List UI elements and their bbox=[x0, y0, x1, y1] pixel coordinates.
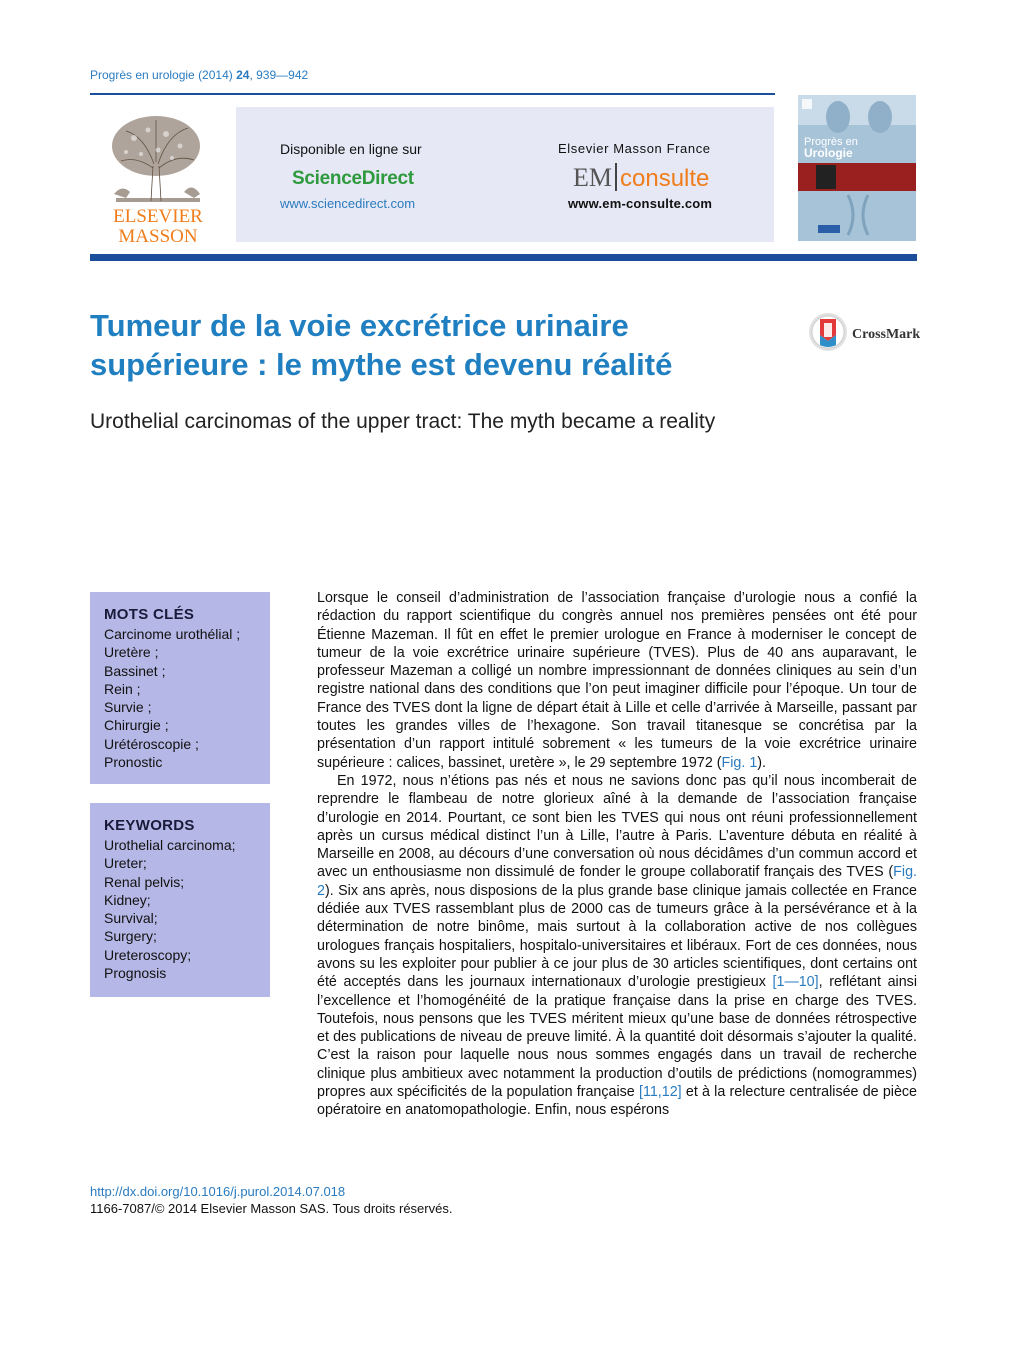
keyword-item: Carcinome urothélial ; bbox=[104, 626, 241, 642]
copyright-notice: 1166-7087/© 2014 Elsevier Masson SAS. Tous droits réservés. bbox=[90, 1201, 453, 1216]
reference-11-12-link[interactable]: [11,12] bbox=[638, 1084, 682, 1101]
sciencedirect-link[interactable]: www.sciencedirect.com bbox=[280, 196, 416, 211]
body-text-run: ). bbox=[757, 754, 767, 771]
emconsulte-separator bbox=[615, 163, 617, 191]
body-paragraph-1 bbox=[317, 589, 917, 772]
available-online-label: Disponible en ligne sur bbox=[280, 141, 422, 157]
article-body bbox=[317, 589, 917, 1120]
keyword-item: Ureter; bbox=[104, 855, 147, 872]
keyword-item: Urétéroscopie ; bbox=[104, 735, 199, 752]
keywords-en-heading: KEYWORDS bbox=[104, 817, 195, 834]
keywords-fr-heading: MOTS CLÉS bbox=[104, 606, 195, 623]
crossmark-icon bbox=[808, 311, 920, 353]
body-text-run: En 1972, nous n’étions pas nés et nous ne savions donc pas qu’il nous incomberait de reprendre le flambeau de notre glorieux aîné à la demande de l’association française d’urologie en 2014. Pourtant, ce sont bien les TVES qui nous ont réuni professionnellement après un cursus médical distinct l’un à Lille, l’autre à Paris. L’aventure débuta en réalité à Marseille en 2008, au décours d’une conversation où nous décidâmes d’un commun accord et avec un enthousiasme non dissimulé de fonder le groupe collaboratif français des TVES ( bbox=[317, 772, 917, 881]
article-subtitle: Urothelial carcinomas of the upper tract: The myth became a reality bbox=[90, 410, 716, 433]
body-text-run: Lorsque le conseil d’administration de l’association française d’urologie nous a confié la rédaction du rapport scientifique du congrès annuel nos premières pensées ont été pour Étienne Mazeman. Il fût en effet le premier urologue en France à moderniser le concept de tumeur de la voie excrétrice urinaire supérieure (TVES). Plus de 40 ans auparavant, le professeur Mazeman a colligé un nombre impressionnant de données cliniques au sein d’un registre national dans des conditions que l’on peut imaginer difficile pour l’époque. Un tour de France des TVES dont la ligne de départ était à Lille et celle d’arrivée à Marseille, passant par toutes les grandes villes de l’hexagone. Son travail titanesque se concrétisa par la présentation d’un rapport intitulé sobrement « les tumeurs de la voie excrétrice urinaire supérieure : calices, bassinet, uretère », le 29 septembre 1972 ( bbox=[317, 590, 917, 771]
keyword-item: Survival; bbox=[104, 910, 158, 927]
body-text-run: et à la relecture centralisée de pièce opératoire en anatomopathologie. Enfin, nous espérons bbox=[317, 1084, 918, 1119]
keyword-item: Kidney; bbox=[104, 891, 151, 908]
doi-link[interactable]: http://dx.doi.org/10.1016/j.purol.2014.07.018 bbox=[90, 1184, 346, 1199]
elsevier-masson-logo bbox=[96, 106, 220, 246]
emconsulte-link[interactable]: www.em-consulte.com bbox=[568, 196, 713, 211]
keywords-en-box bbox=[90, 803, 270, 997]
journal-cover[interactable] bbox=[798, 95, 916, 241]
elsevier-masson-france-label: Elsevier Masson France bbox=[558, 141, 711, 156]
journal-name: Progrès en urologie (2014) bbox=[90, 68, 233, 82]
keyword-item: Renal pelvis; bbox=[104, 873, 185, 890]
keywords-fr-box bbox=[90, 592, 270, 784]
keywords-en-list bbox=[104, 836, 270, 982]
publisher-line2: MASSON bbox=[118, 226, 198, 246]
journal-reference[interactable] bbox=[90, 68, 308, 82]
body-text-run: ). Six ans après, nous disposions de la plus grande base clinique jamais collectée en France dédiée aux TVES rassemblant plus de 2000 cas de tumeurs grâce à la persévérance et à la détermination de notre binôme, mais surtout à la collaboration active de nos collègues urologues français hospitaliers, hospitalo-universitaires et libéraux. Fort de ces données, nous avons su les exploiter pour publier à ce jour plus de 30 articles scientifiques, dont certains ont été acceptés dans les journaux internationaux d’urologie prestigieux bbox=[317, 882, 917, 991]
keyword-item: Uretère ; bbox=[104, 644, 159, 661]
keyword-item: Rein ; bbox=[104, 680, 141, 697]
crossmark-label: CrossMark bbox=[852, 327, 920, 342]
emconsulte-em: EM bbox=[573, 163, 612, 192]
article-title: Tumeur de la voie excrétrice urinaire supérieure : le mythe est devenu réalité bbox=[90, 308, 673, 382]
header-rule bbox=[90, 93, 775, 95]
keyword-item: Chirurgie ; bbox=[104, 717, 169, 734]
figure-1-link[interactable]: Fig. 1 bbox=[721, 754, 758, 771]
cover-title-line1: Progrès en bbox=[804, 136, 858, 148]
cover-title-line2: Urologie bbox=[804, 146, 853, 160]
publisher-line1: ELSEVIER bbox=[113, 206, 203, 227]
keyword-item: Ureteroscopy; bbox=[104, 946, 192, 963]
body-paragraph-2 bbox=[317, 772, 917, 1120]
crossmark-badge[interactable] bbox=[808, 311, 920, 353]
keyword-item: Prognosis bbox=[104, 965, 167, 982]
keyword-item: Survie ; bbox=[104, 699, 152, 716]
header-divider bbox=[90, 254, 917, 261]
emconsulte-logo[interactable] bbox=[573, 163, 709, 193]
keyword-item: Pronostic bbox=[104, 754, 163, 771]
journal-pages: , 939—942 bbox=[249, 68, 309, 82]
elsevier-tree-icon bbox=[96, 106, 220, 246]
keyword-item: Surgery; bbox=[104, 928, 157, 945]
figure-2-link[interactable]: Fig. 2 bbox=[317, 864, 917, 899]
sciencedirect-logo[interactable]: ScienceDirect bbox=[292, 168, 414, 189]
keywords-fr-list bbox=[104, 625, 270, 771]
emconsulte-consulte: consulte bbox=[620, 165, 710, 192]
journal-cover-image bbox=[798, 95, 916, 241]
keyword-item: Bassinet ; bbox=[104, 662, 166, 679]
journal-volume: 24 bbox=[236, 68, 250, 82]
reference-1-10-link[interactable]: [1—10] bbox=[772, 974, 819, 991]
body-text-run: , reflétant ainsi l’excellence et l’homogénéité de la pratique française dans la prise en charge des TVES. Toutefois, nous pensons que les TVES méritent mieux qu’une base de données rétrospective et des publications de niveau de preuve limité. À la quantité doit désormais s’ajouter la qualité. C’est la raison pour laquelle nous nous sommes engagés dans un travail de recherche clinique plus ambitieux avec notamment la production d’outils de prédictions (nomogrammes) propres aux spécificités de la population française bbox=[317, 974, 917, 1101]
keyword-item: Urothelial carcinoma; bbox=[104, 837, 236, 853]
